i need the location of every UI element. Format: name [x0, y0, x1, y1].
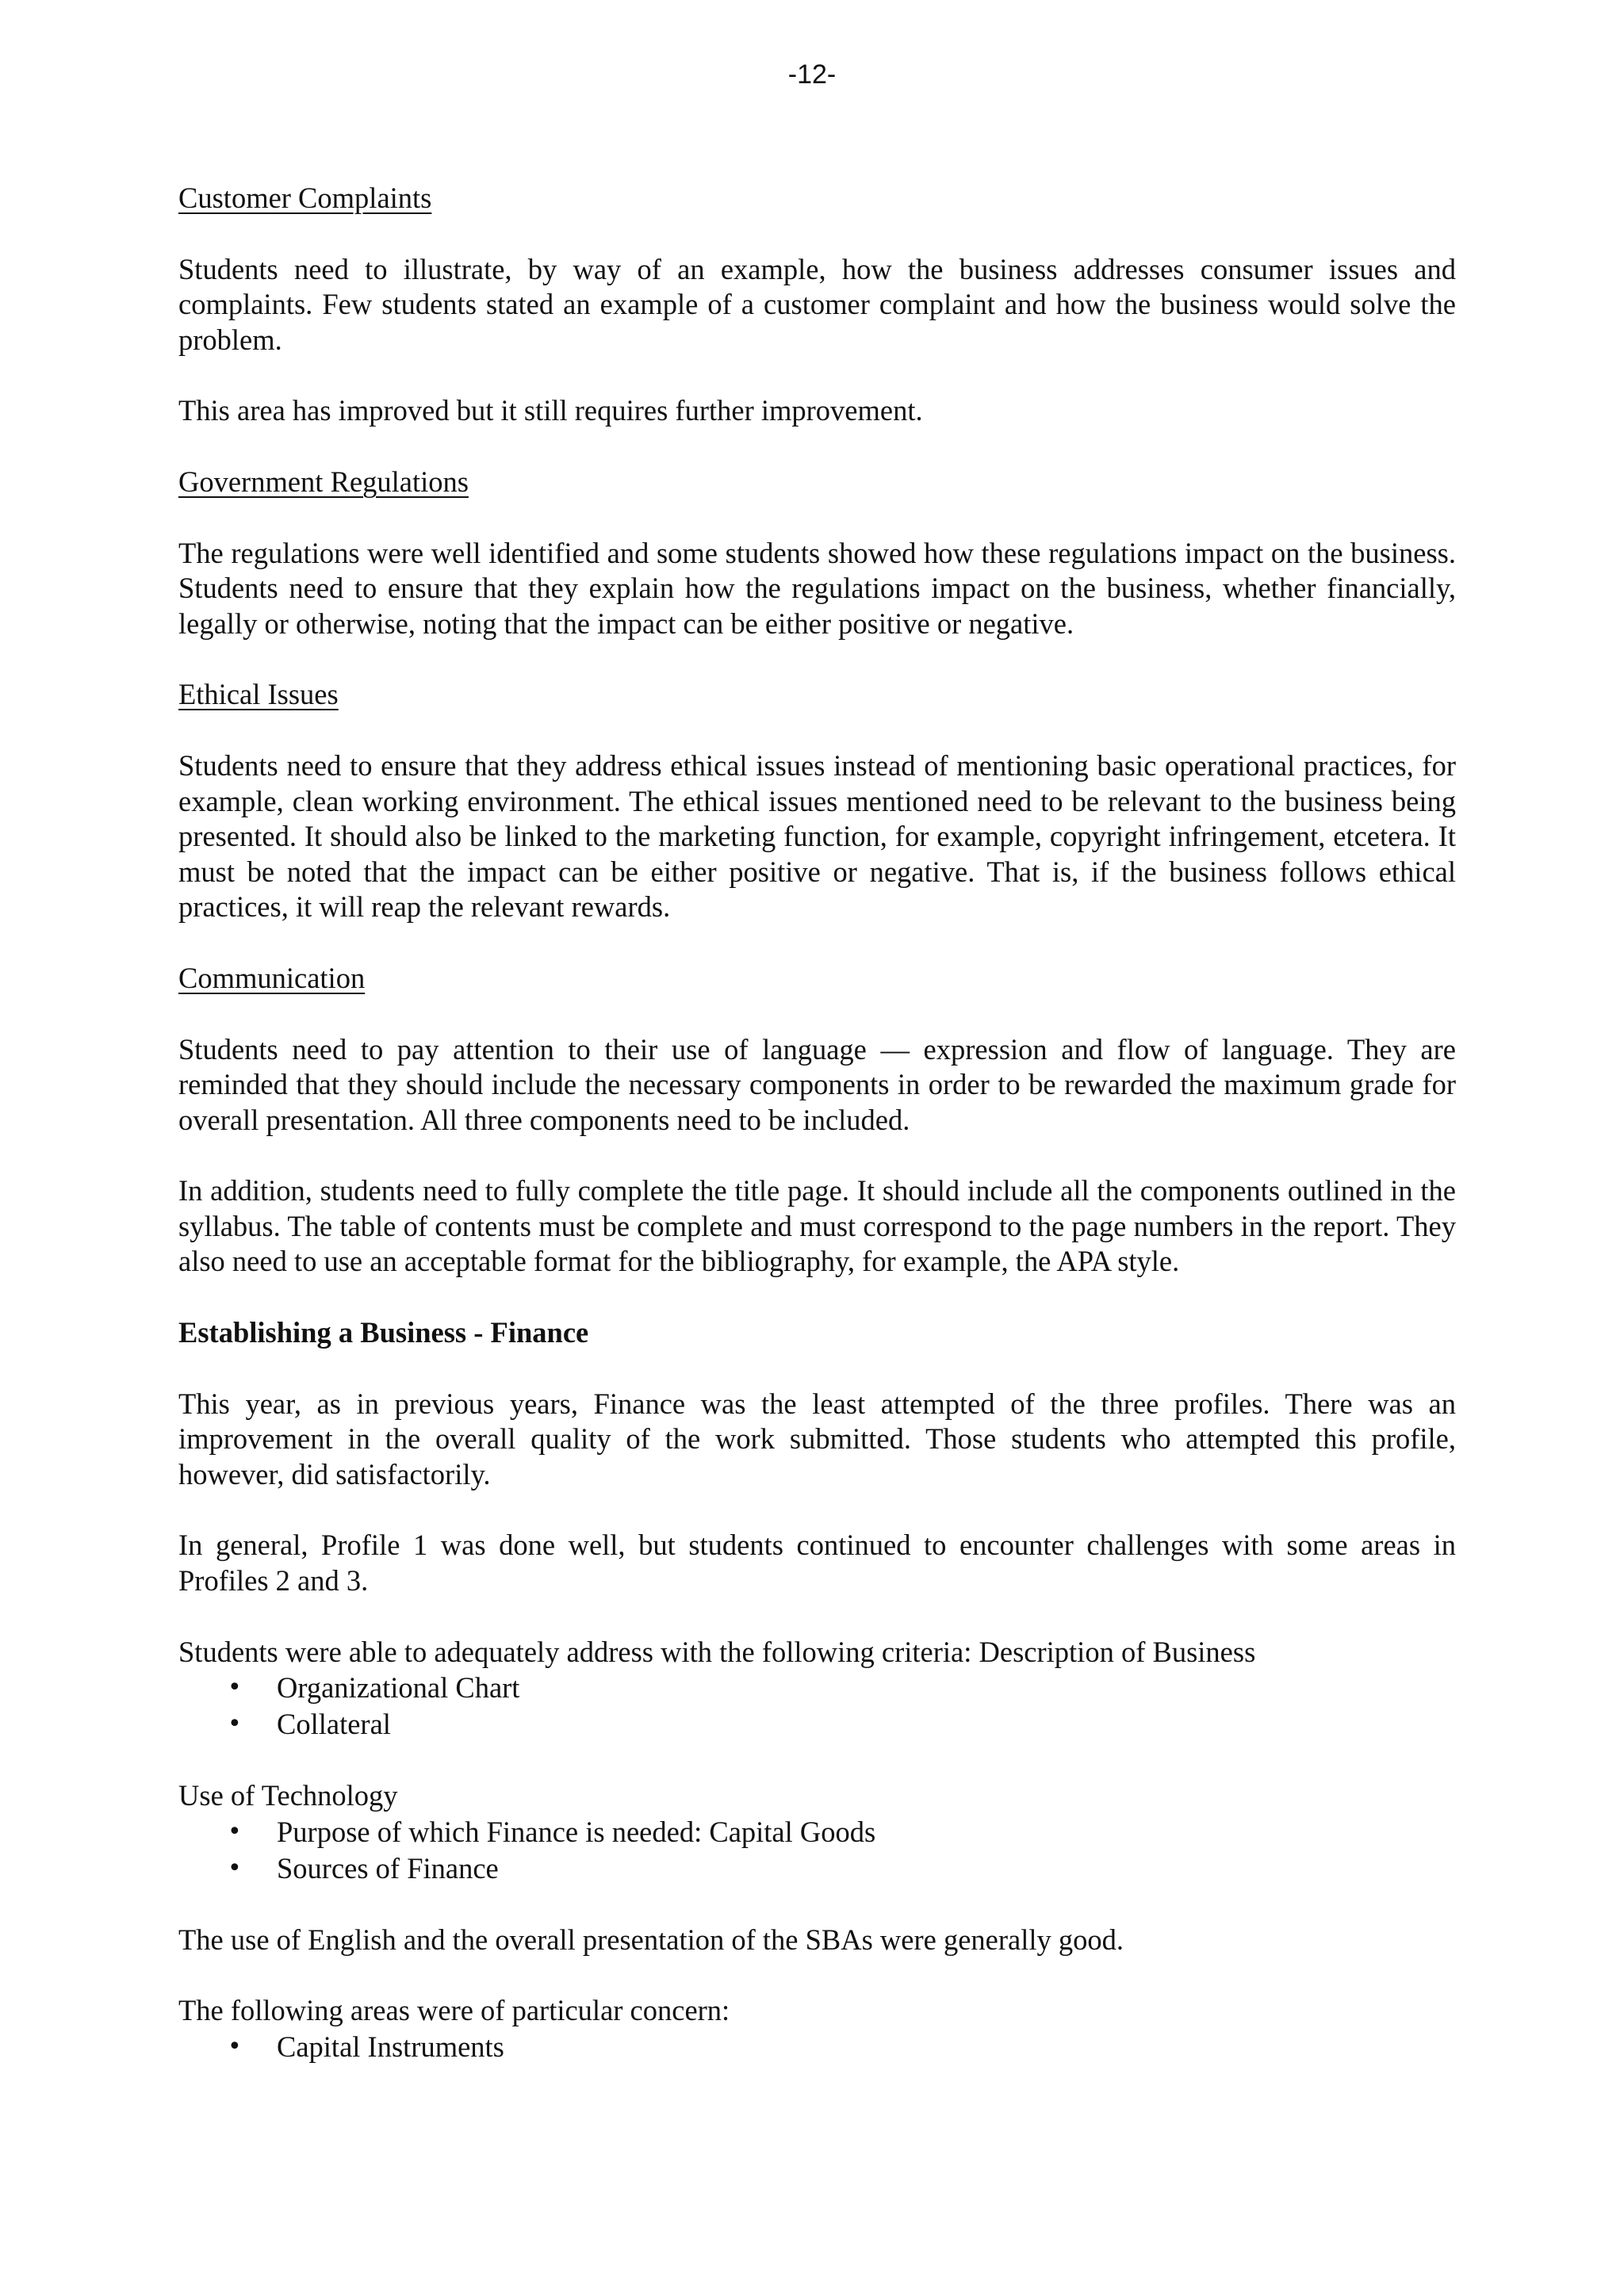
list-item	[178, 2029, 1456, 2065]
page-number: -12-	[787, 59, 837, 90]
list-item	[178, 1850, 1456, 1887]
list-item	[178, 1670, 1456, 1706]
bullet-icon: •	[228, 1854, 242, 1882]
bullet-icon: •	[228, 1710, 242, 1739]
list-item-text: Sources of Finance	[277, 1851, 499, 1885]
paragraph-finance-6: The following areas were of particular concern:	[178, 1994, 730, 2027]
paragraph-communication-2: In addition, students need to fully complete the title page. It should include all the components outlined in the syllabus. The table of contents must be complete and must correspond to the page numbers in the report. They also need to use an acceptable format for the bibliography, for example, the APA style.	[178, 1174, 1456, 1278]
paragraph-customer-complaints-1: Students need to illustrate, by way of an example, how the business addresses consumer issues and complaints. Few students stated an example of a customer complaint and how the business would solve the problem.	[178, 252, 1456, 356]
list-item-text: Capital Instruments	[277, 2030, 504, 2063]
list-item-text: Organizational Chart	[277, 1671, 520, 1705]
bullet-icon: •	[228, 1674, 242, 1702]
paragraph-use-of-technology: Use of Technology	[178, 1779, 398, 1812]
heading-finance: Establishing a Business - Finance	[178, 1316, 589, 1349]
technology-list	[178, 1814, 1456, 1887]
page-content	[178, 181, 1456, 2065]
heading-ethical-issues: Ethical Issues	[178, 678, 339, 711]
paragraph-customer-complaints-2: This area has improved but it still requires further improvement.	[178, 394, 923, 427]
concern-list	[178, 2029, 1456, 2065]
criteria-list	[178, 1670, 1456, 1743]
paragraph-finance-2: In general, Profile 1 was done well, but students continued to encounter challenges with some areas in Profiles 2 and 3.	[178, 1529, 1456, 1598]
bullet-icon: •	[228, 1817, 242, 1846]
paragraph-communication-1: Students need to pay attention to their use of language — expression and flow of language. They are reminded that they should include the necessary components in order to be rewarded the maximum grade for overall presentation. All three components need to be included.	[178, 1032, 1456, 1136]
heading-government-regulations: Government Regulations	[178, 465, 469, 498]
list-item	[178, 1814, 1456, 1850]
list-item-text: Collateral	[277, 1708, 391, 1741]
paragraph-finance-3: Students were able to adequately address with the following criteria: Description of Business	[178, 1635, 1256, 1668]
paragraph-ethical-issues: Students need to ensure that they address ethical issues instead of mentioning basic operational practices, for example, clean working environment. The ethical issues mentioned need to be relevant to the business being presented. It should also be linked to the marketing function, for example, copyright infringement, etcetera. It must be noted that the impact can be either positive or negative. That is, if the business follows ethical practices, it will reap the relevant rewards.	[178, 748, 1456, 924]
heading-communication: Communication	[178, 961, 366, 994]
paragraph-finance-1: This year, as in previous years, Finance was the least attempted of the three profiles. There was an improvement in the overall quality of the work submitted. Those students who attempted this profile, however, did satisfactorily.	[178, 1387, 1456, 1490]
paragraph-finance-5: The use of English and the overall presentation of the SBAs were generally good.	[178, 1923, 1124, 1956]
paragraph-government-regulations: The regulations were well identified and some students showed how these regulations impact on the business. Students need to ensure that they explain how the regulations impact on the business, whether financially, legally or otherwise, noting that the impact can be either positive or negative.	[178, 536, 1456, 640]
list-item	[178, 1706, 1456, 1743]
heading-customer-complaints: Customer Complaints	[178, 182, 432, 214]
list-item-text: Purpose of which Finance is needed: Capital Goods	[277, 1815, 876, 1848]
bullet-icon: •	[228, 2033, 242, 2061]
